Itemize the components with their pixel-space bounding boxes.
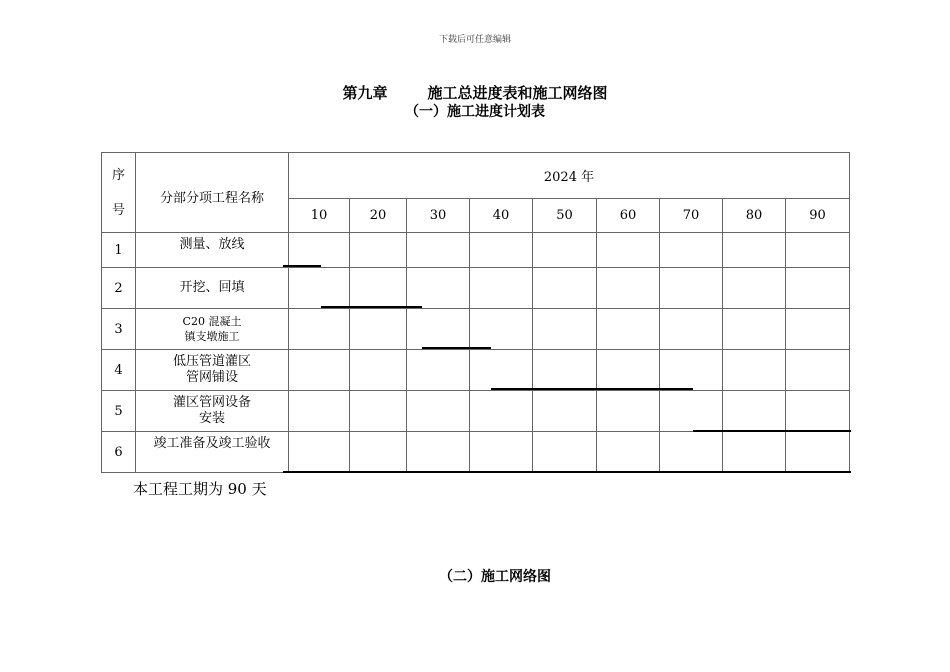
day-header: 60 [597,199,660,233]
day-header: 80 [723,199,786,233]
seq-header [102,153,136,233]
chapter-number: 第九章 [342,84,388,102]
gantt-bar [693,430,851,432]
gantt-bar [491,388,693,390]
day-header: 20 [350,199,407,233]
day-header: 90 [786,199,850,233]
gantt-bar [283,265,321,267]
day-header: 30 [407,199,470,233]
schedule-table [101,152,850,473]
row-seq: 6 [102,432,136,473]
gantt-bar [422,347,491,349]
table-row [102,432,850,473]
header-note: 下载后可任意编辑 [438,35,511,45]
task-name: 测量、放线 [136,233,289,268]
chapter-heading [0,82,950,103]
table-row [102,350,850,391]
name-header: 分部分项工程名称 [136,153,289,233]
chapter-title: 施工总进度表和施工网络图 [427,84,608,102]
task-name: 开挖、回填 [136,268,289,309]
gantt-bar [283,471,851,473]
year-header: 2024 年 [289,153,850,199]
row-seq: 1 [102,233,136,268]
table-row [102,233,850,268]
seq-header-char2: 号 [111,202,125,218]
task-name: 灌区管网设备 安装 [136,391,289,432]
day-header: 50 [533,199,597,233]
gantt-bar [321,306,422,308]
day-header: 10 [289,199,350,233]
table-row [102,309,850,350]
row-seq: 4 [102,350,136,391]
row-seq: 2 [102,268,136,309]
duration-note: 本工程工期为 90 天 [133,480,267,498]
table-row [102,391,850,432]
task-name: 竣工准备及竣工验收 [136,432,289,473]
row-seq: 5 [102,391,136,432]
row-seq: 3 [102,309,136,350]
section1-title: （一）施工进度计划表 [405,104,545,120]
table-row [102,268,850,309]
task-name: 低压管道灌区 管网铺设 [136,350,289,391]
day-header: 70 [660,199,723,233]
table-header-row [102,153,850,199]
section2-title: （二）施工网络图 [439,569,551,585]
task-name: C20 混凝土 镇支墩施工 [136,309,289,350]
day-header: 40 [470,199,533,233]
seq-header-char1: 序 [111,167,125,183]
